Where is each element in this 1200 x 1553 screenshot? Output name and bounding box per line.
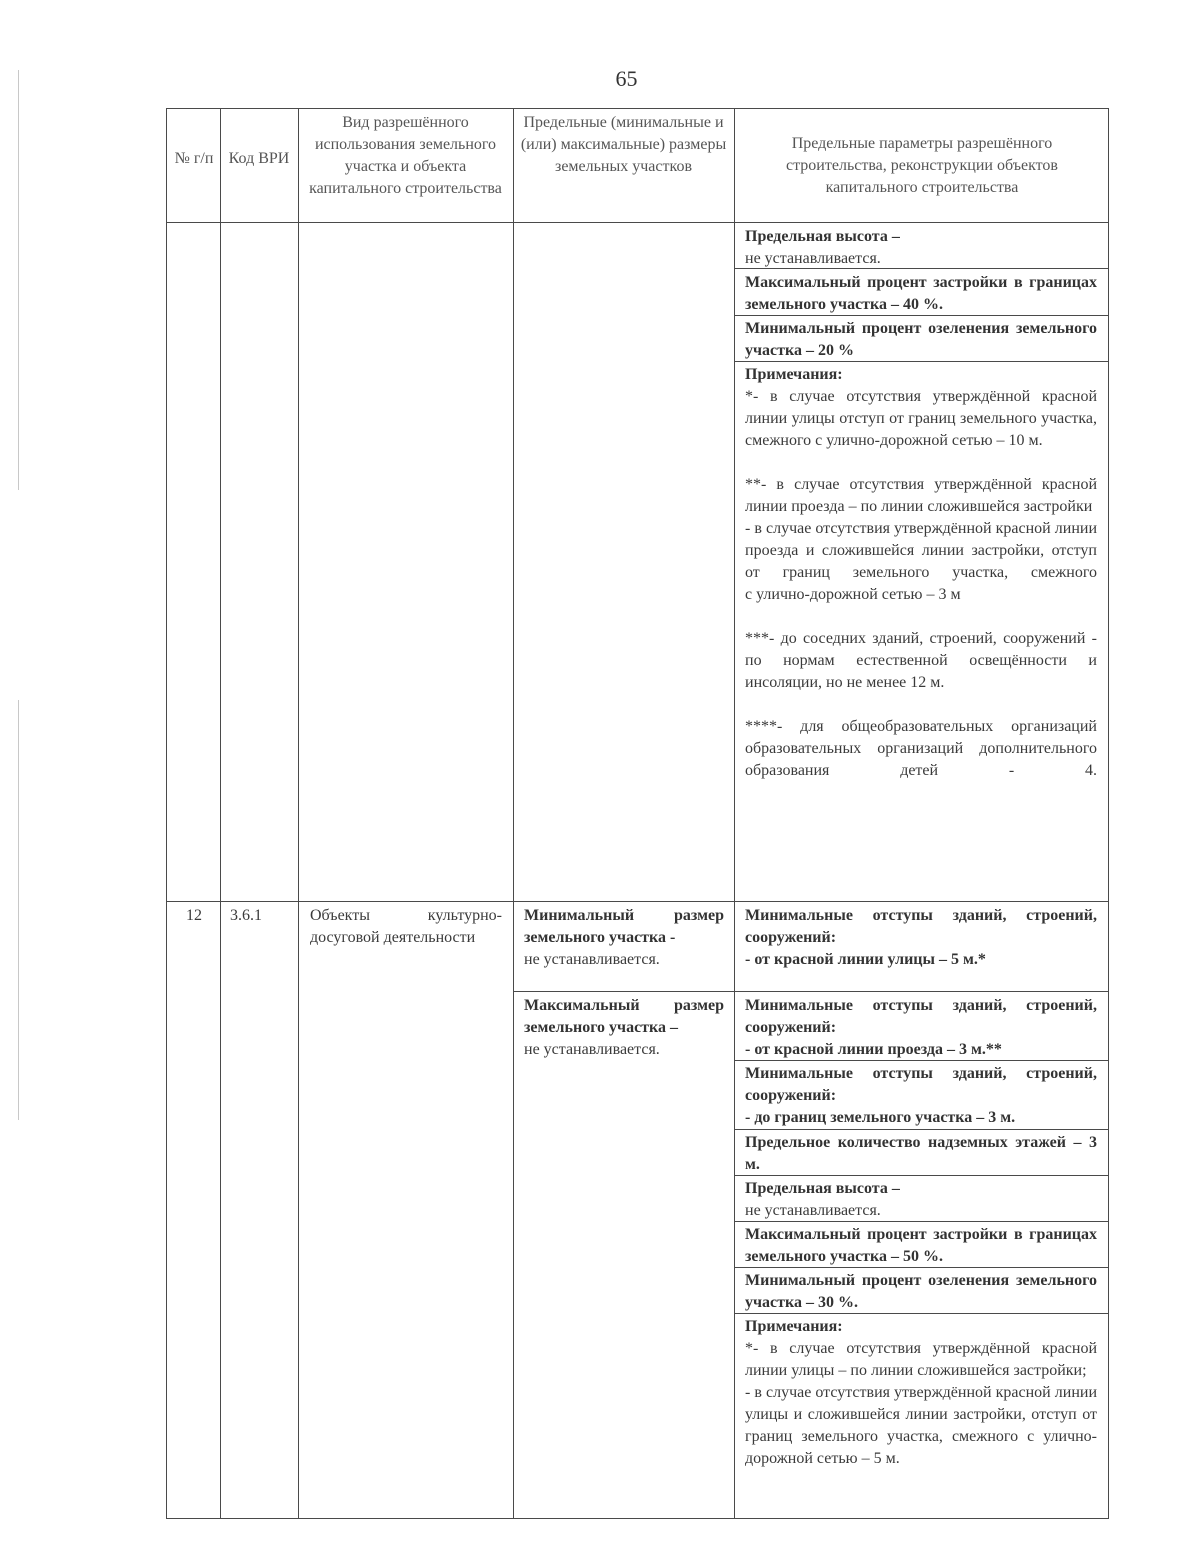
header-use-kind	[304, 112, 507, 200]
header-code	[226, 148, 292, 170]
cell-divider	[734, 1129, 1109, 1130]
row12-notes	[745, 1316, 1097, 1470]
row12-param-height	[745, 1178, 1097, 1222]
param-min-greening	[745, 318, 1097, 362]
note-2c: с улично-дорожной сетью – 3 м	[745, 586, 961, 603]
row12-p1-value: - от красной линии улицы – 5 м.*	[745, 951, 986, 968]
row12-param-setback-street	[745, 905, 1097, 971]
note-3: ***- до соседних зданий, строений, сооружений - по нормам естественной освещённости и инсоляции, но не менее 12 м.	[745, 630, 1097, 691]
page-number: 65	[615, 66, 638, 91]
row12-max-size	[524, 995, 724, 1061]
scan-margin-mark	[18, 700, 19, 1120]
row12-max-size-value: не устанавливается.	[524, 1041, 660, 1058]
row12-number	[172, 905, 216, 927]
table-right-border	[1108, 108, 1109, 1518]
param-notes	[745, 364, 1097, 782]
row12-p2-value: - от красной линии проезда – 3 м.**	[745, 1041, 1002, 1058]
row12-code-text: 3.6.1	[230, 907, 262, 924]
column-divider	[734, 108, 735, 1518]
row12-min-size-title: Минимальный размер земельного участка -	[524, 907, 724, 946]
row12-use-kind-text: Объекты культурно-досуговой деятельности	[310, 907, 502, 946]
header-code-text: Код ВРИ	[228, 150, 290, 167]
header-params-text: Предельные параметры разрешённого строительства, реконструкции объектов капитального строительства	[786, 135, 1058, 196]
row12-min-size-value: не устанавливается.	[524, 951, 660, 968]
table-bottom-border	[166, 1518, 1109, 1519]
row12-note-1a: *- в случае отсутствия утверждённой красной линии улицы – по линии сложившейся застройки;	[745, 1340, 1097, 1379]
scan-margin-mark	[18, 70, 19, 490]
header-plot-sizes-text: Предельные (минимальные и (или) максимальные) размеры земельных участков	[520, 114, 727, 175]
header-params	[752, 133, 1092, 199]
param-max-building-text: Максимальный процент застройки в границах земельного участка – 40 %.	[745, 274, 1097, 313]
row12-p4-text: Предельное количество надземных этажей – 3 м.	[745, 1134, 1097, 1173]
header-number	[172, 148, 216, 170]
column-divider	[298, 108, 299, 1518]
table-top-border	[166, 108, 1109, 109]
row12-p7-text: Минимальный процент озеленения земельного участка – 30 %.	[745, 1272, 1097, 1311]
row12-note-1b: - в случае отсутствия утверждённой красной линии улицы и сложившейся линии застройки, отступ от границ земельного участка, смежного с улично-дорожной сетью – 5 м.	[745, 1384, 1097, 1467]
row12-param-max-building	[745, 1224, 1097, 1268]
param-max-building	[745, 272, 1097, 316]
cell-divider	[513, 991, 1109, 992]
row12-code	[230, 905, 294, 927]
header-bottom-border	[166, 222, 1109, 223]
row12-number-text: 12	[186, 907, 202, 924]
row12-param-min-greening	[745, 1270, 1097, 1314]
column-divider	[513, 108, 514, 1518]
note-1: *- в случае отсутствия утверждённой красной линии улицы отступ от границ земельного участка, смежного с улично-дорожной сетью – 10 м.	[745, 388, 1097, 449]
row12-param-floors	[745, 1132, 1097, 1176]
row12-p3-title: Минимальные отступы зданий, строений, сооружений:	[745, 1065, 1097, 1104]
row-divider	[166, 901, 1109, 902]
header-plot-sizes	[519, 112, 728, 178]
row12-p3-value: - до границ земельного участка – 3 м.	[745, 1109, 1016, 1126]
param-min-greening-text: Минимальный процент озеленения земельного участка – 20 %	[745, 320, 1097, 359]
row12-notes-title: Примечания:	[745, 1318, 843, 1335]
note-2a: **- в случае отсутствия утверждённой красной линии проезда – по линии сложившейся застройки	[745, 476, 1097, 515]
header-number-text: № г/п	[174, 150, 214, 167]
row12-min-size	[524, 905, 724, 971]
table-left-border	[166, 108, 167, 1518]
row12-param-setback-passage	[745, 995, 1097, 1061]
row12-use-kind	[310, 905, 502, 949]
note-4: ****- для общеобразовательных организаций образовательных организаций дополнительного образования детей - 4.	[745, 718, 1097, 779]
row12-p5-value: не устанавливается.	[745, 1202, 881, 1219]
row12-max-size-title: Максимальный размер земельного участка –	[524, 997, 724, 1036]
note-2b: - в случае отсутствия утверждённой красной линии проезда и сложившейся линии застройки, отступ от границ земельного участка, смежного	[745, 520, 1097, 581]
param-height	[745, 226, 1097, 270]
column-divider	[220, 108, 221, 1518]
param-height-value: не устанавливается.	[745, 250, 881, 267]
row12-p1-title: Минимальные отступы зданий, строений, сооружений:	[745, 907, 1097, 946]
row12-p2-title: Минимальные отступы зданий, строений, сооружений:	[745, 997, 1097, 1036]
param-height-title: Предельная высота –	[745, 228, 900, 245]
notes-title: Примечания:	[745, 366, 843, 383]
header-use-kind-text: Вид разрешённого использования земельного участка и объекта капитального строительства	[309, 114, 502, 197]
row12-param-setback-boundary	[745, 1063, 1097, 1129]
row12-p6-text: Максимальный процент застройки в границах земельного участка – 50 %.	[745, 1226, 1097, 1265]
row12-p5-title: Предельная высота –	[745, 1180, 900, 1197]
